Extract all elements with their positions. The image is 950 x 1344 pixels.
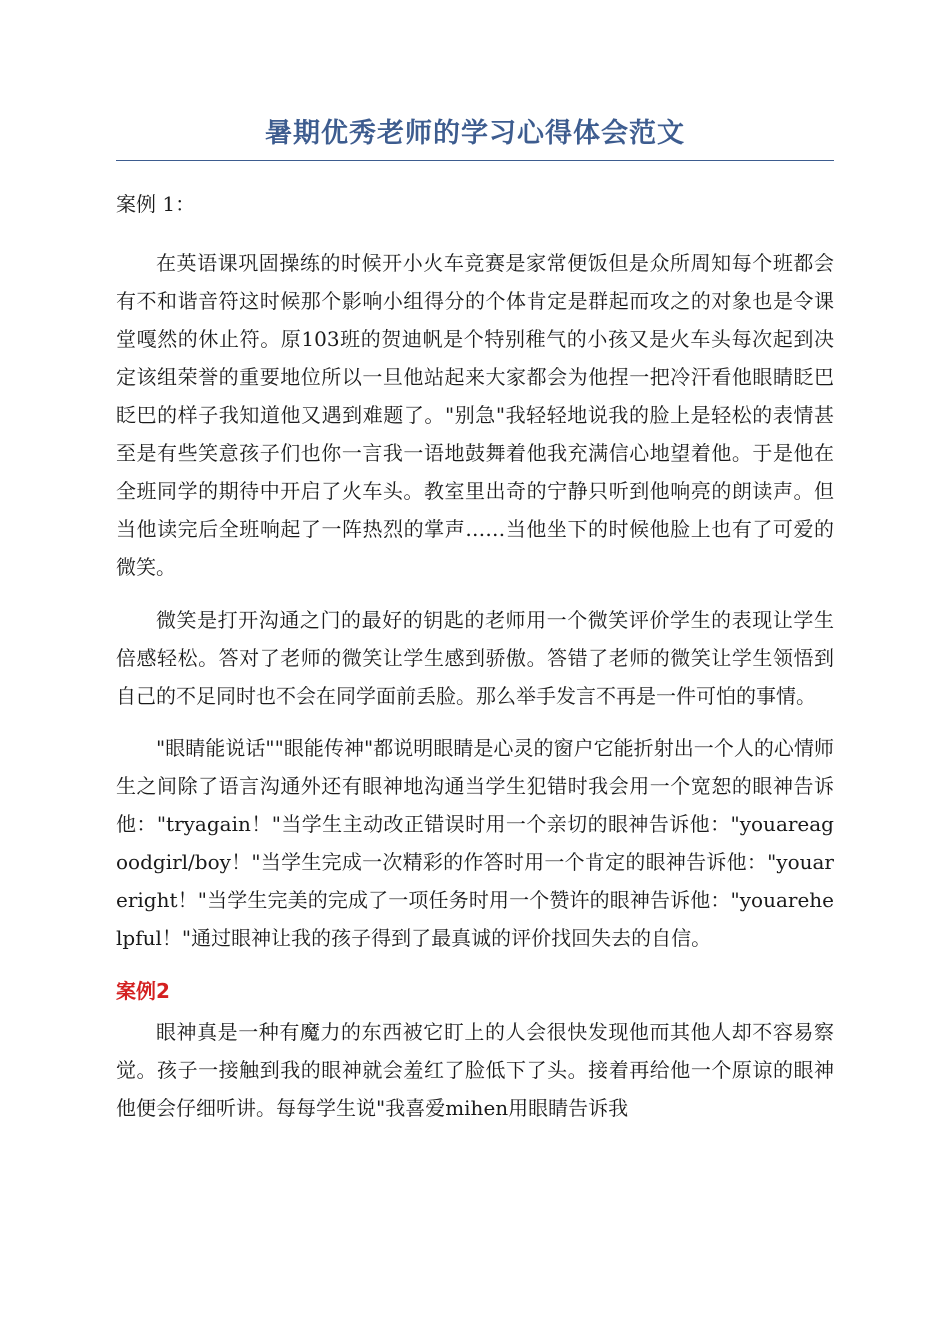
case-1-paragraph-1: 在英语课巩固操练的时候开小火车竞赛是家常便饭但是众所周知每个班都会有不和谐音符这时候那个影响小组得分的个体肯定是群起而攻之的对象也是令课堂嘎然的休止符。原103班的贺迪帆是个特别稚气的小孩又是火车头每次起到决定该组荣誉的重要地位所以一旦他站起来大家都会为他捏一把冷汗看他眼睛眨巴眨巴的样子我知道他又遇到难题了。"别急"我轻轻地说我的脸上是轻松的表情甚至是有些笑意孩子们也你一言我一语地鼓舞着他我充满信心地望着他。于是他在全班同学的期待中开启了火车头。教室里出奇的宁静只听到他响亮的朗读声。但当他读完后全班响起了一阵热烈的掌声……当他坐下的时候他脸上也有了可爱的微笑。 bbox=[116, 251, 834, 579]
case-1-paragraph-2: 微笑是打开沟通之门的最好的钥匙的老师用一个微笑评价学生的表现让学生倍感轻松。答对了老师的微笑让学生感到骄傲。答错了老师的微笑让学生领悟到自己的不足同时也不会在同学面前丢脸。那么举手发言不再是一件可怕的事情。 bbox=[116, 608, 834, 708]
document-title: 暑期优秀老师的学习心得体会范文 bbox=[116, 110, 834, 161]
case-1-paragraph-3: "眼睛能说话""眼能传神"都说明眼睛是心灵的窗户它能折射出一个人的心情师生之间除了语言沟通外还有眼神地沟通当学生犯错时我会用一个宽恕的眼神告诉他："tryagain！"当学生主动改正错误时用一个亲切的眼神告诉他："youareagoodgirl/boy！"当学生完成一次精彩的作答时用一个肯定的眼神告诉他："youareright！"当学生完美的完成了一项任务时用一个赞许的眼神告诉他："youarehelpful！"通过眼神让我的孩子得到了最真诚的评价找回失去的自信。 bbox=[116, 736, 834, 950]
case-2-paragraph-1: 眼神真是一种有魔力的东西被它盯上的人会很快发现他而其他人却不容易察觉。孩子一接触到我的眼神就会羞红了脸低下了头。接着再给他一个原谅的眼神他便会仔细听讲。每每学生说"我喜爱mihen用眼睛告诉我 bbox=[116, 1020, 834, 1120]
document-page bbox=[116, 110, 834, 1127]
case-2-label: 案例2 bbox=[116, 979, 170, 1003]
case-1-label: 案例 1： bbox=[116, 192, 196, 216]
